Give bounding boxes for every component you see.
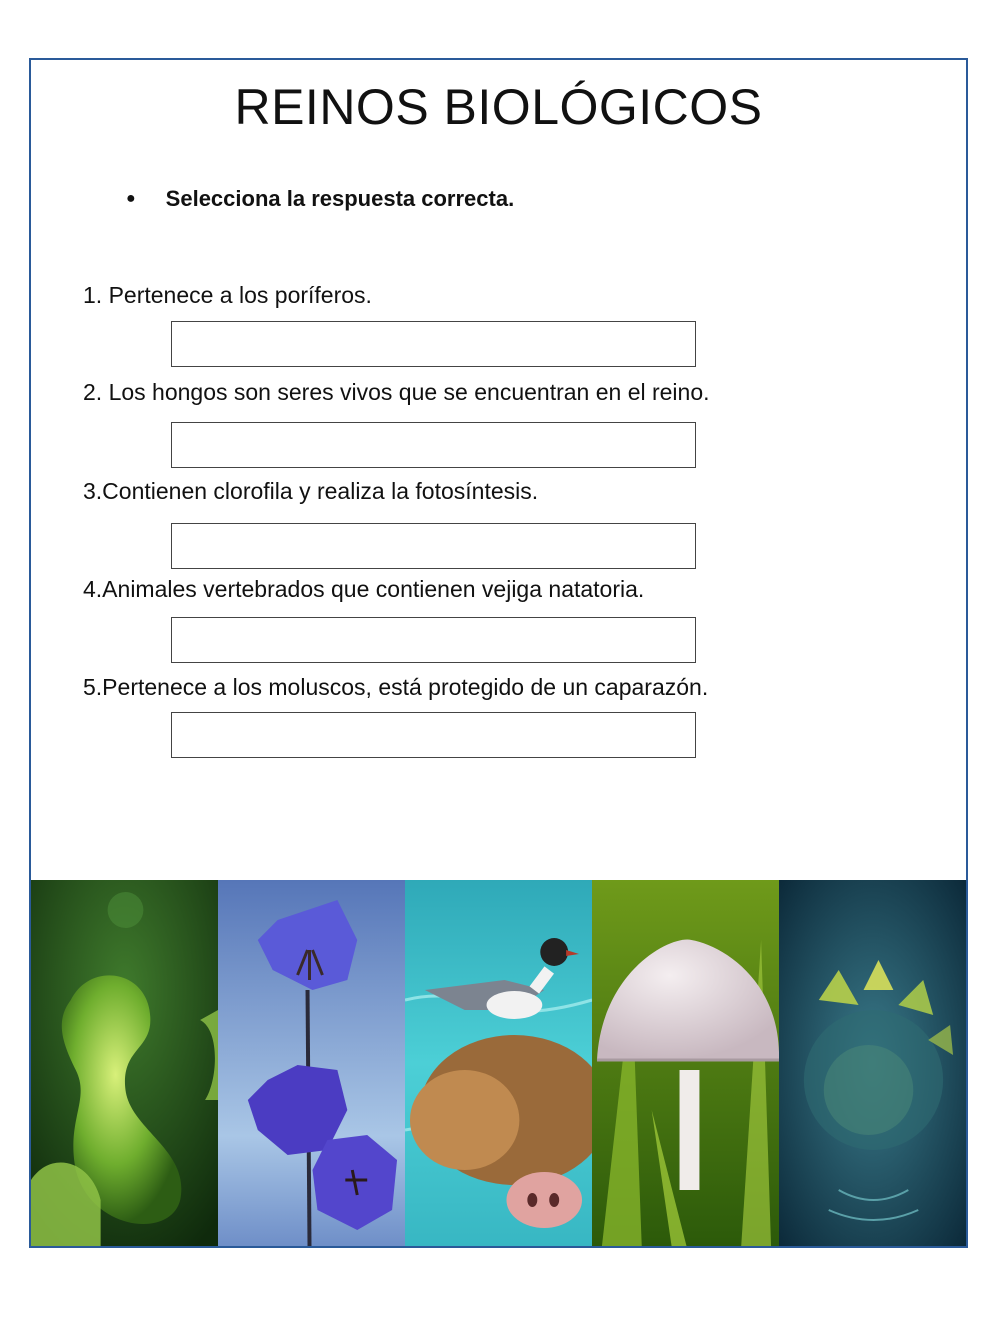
bacteria-image [31,880,218,1246]
mushroom-image [592,880,779,1246]
question-3-label: 3.Contienen clorofila y realiza la fotosíntesis. [83,478,539,504]
answer-2-input[interactable] [171,422,696,468]
question-5-label: 5.Pertenece a los moluscos, está protegido de un caparazón. [83,674,709,700]
question-1-label: 1. Pertenece a los poríferos. [83,282,372,308]
answer-1-input[interactable] [171,321,696,367]
question-4-label: 4.Animales vertebrados que contienen vejiga natatoria. [83,576,645,602]
page-title: REINOS BIOLÓGICOS [234,79,763,135]
answer-5-input[interactable] [171,712,696,758]
bullet-icon: ● [126,190,136,207]
question-2-label: 2. Los hongos son seres vivos que se encuentran en el reino. [83,379,710,405]
instruction-text: Selecciona la respuesta correcta. [165,186,515,211]
worksheet [29,58,968,1248]
answer-3-input[interactable] [171,523,696,569]
flower-image [218,880,405,1246]
protist-image [779,880,966,1246]
answer-4-input[interactable] [171,617,696,663]
instruction [126,186,514,212]
kingdoms-image-strip [31,880,966,1246]
pig-and-seagull-image [405,880,592,1246]
